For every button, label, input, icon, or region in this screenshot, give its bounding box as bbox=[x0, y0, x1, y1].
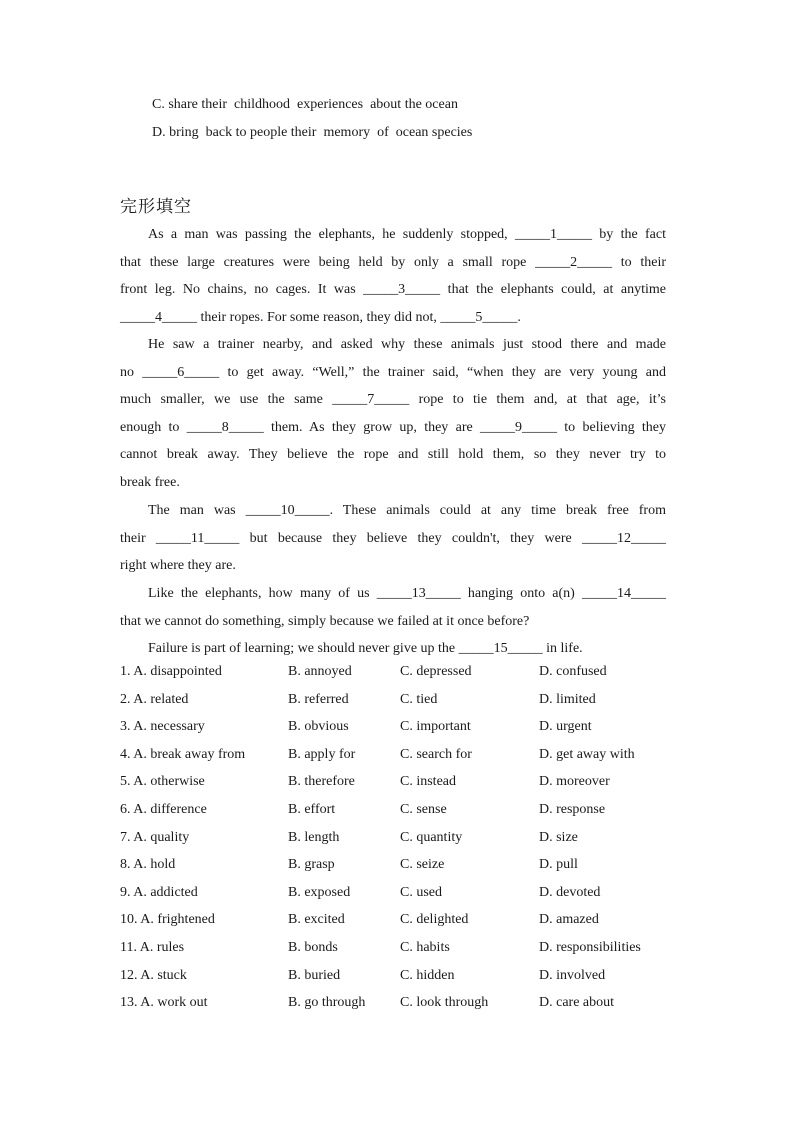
question-row bbox=[120, 664, 680, 692]
option-a: 12. A. stuck bbox=[120, 967, 187, 983]
option-a: 6. A. difference bbox=[120, 801, 207, 817]
option-d: D. amazed bbox=[539, 912, 599, 928]
option-a: 7. A. quality bbox=[120, 829, 190, 845]
option-b: B. therefore bbox=[288, 774, 355, 790]
option-c: C. instead bbox=[400, 774, 456, 790]
passage-line: As a man was passing the elephants, he suddenly stopped, _____1_____ by the fact bbox=[148, 227, 666, 242]
option-b: B. bonds bbox=[288, 939, 338, 955]
option-b: B. apply for bbox=[288, 746, 356, 762]
option-d: D. size bbox=[539, 829, 578, 845]
question-row bbox=[120, 995, 680, 1023]
question-row bbox=[120, 912, 680, 940]
option-b: B. grasp bbox=[288, 857, 335, 873]
option-d: D. devoted bbox=[539, 884, 601, 900]
option-c: C. tied bbox=[400, 691, 438, 707]
option-b: B. exposed bbox=[288, 884, 351, 900]
option-c: C. habits bbox=[400, 939, 450, 955]
option-c: C. depressed bbox=[400, 664, 472, 679]
option-b: B. annoyed bbox=[288, 664, 352, 679]
question-row bbox=[120, 830, 680, 858]
option-b: B. go through bbox=[288, 995, 366, 1011]
option-a: 9. A. addicted bbox=[120, 884, 198, 900]
option-a: 11. A. rules bbox=[120, 939, 185, 955]
option-b: B. obvious bbox=[288, 719, 349, 735]
question-row bbox=[120, 940, 680, 968]
option-c: C. quantity bbox=[400, 829, 463, 845]
passage-line: cannot break away. They believe the rope and still hold them, so they never try to bbox=[120, 447, 666, 463]
option-b: B. effort bbox=[288, 801, 336, 817]
option-a: 13. A. work out bbox=[120, 995, 208, 1011]
option-d: D. care about bbox=[539, 995, 615, 1011]
option-d: D. confused bbox=[539, 664, 607, 679]
option-d: D. pull bbox=[539, 857, 578, 873]
passage-paragraph-1 bbox=[120, 221, 666, 331]
option-a: 5. A. otherwise bbox=[120, 774, 205, 790]
option-d: D. get away with bbox=[539, 746, 635, 762]
passage-line: no _____6_____ to get away. “Well,” the trainer said, “when they are very young and bbox=[120, 364, 666, 380]
option-d: D. urgent bbox=[539, 719, 592, 735]
passage-line: The man was _____10_____. These animals could at any time break free from bbox=[148, 503, 666, 518]
passage-paragraph-4 bbox=[120, 580, 666, 635]
option-b: B. length bbox=[288, 829, 340, 845]
option-c: C. sense bbox=[400, 801, 447, 817]
option-d: D. moreover bbox=[539, 774, 610, 790]
question-row bbox=[120, 719, 680, 747]
option-c: C. hidden bbox=[400, 967, 455, 983]
option-a: 4. A. break away from bbox=[120, 746, 246, 762]
option-a: 3. A. necessary bbox=[120, 719, 205, 735]
previous-option-c: C. share their childhood experiences about the ocean bbox=[152, 97, 458, 112]
question-row bbox=[120, 857, 680, 885]
option-a: 2. A. related bbox=[120, 691, 189, 707]
passage-line: enough to _____8_____ them. As they grow up, they are _____9_____ to believing they bbox=[120, 419, 666, 435]
passage-line: right where they are. bbox=[120, 558, 236, 574]
passage-line: He saw a trainer nearby, and asked why these animals just stood there and made bbox=[148, 337, 666, 352]
option-c: C. search for bbox=[400, 746, 472, 762]
question-options-list bbox=[120, 664, 680, 1023]
option-a: 10. A. frightened bbox=[120, 912, 215, 928]
option-d: D. responsibilities bbox=[539, 939, 641, 955]
passage-line: front leg. No chains, no cages. It was _____3_____ that the elephants could, at anytime bbox=[120, 282, 666, 298]
passage-line: Failure is part of learning; we should never give up the _____15_____ in life. bbox=[148, 641, 583, 656]
option-c: C. delighted bbox=[400, 912, 469, 928]
passage-paragraph-5 bbox=[120, 635, 666, 663]
option-d: D. limited bbox=[539, 691, 596, 707]
option-a: 8. A. hold bbox=[120, 857, 176, 873]
passage-line: that we cannot do something, simply because we failed at it once before? bbox=[120, 613, 530, 629]
option-c: C. look through bbox=[400, 995, 489, 1011]
option-d: D. involved bbox=[539, 967, 606, 983]
passage-paragraph-3 bbox=[120, 497, 666, 580]
option-b: B. excited bbox=[288, 912, 345, 928]
passage-line: Like the elephants, how many of us _____13_____ hanging onto a(n) _____14_____ bbox=[148, 586, 666, 601]
question-row bbox=[120, 968, 680, 996]
passage-line: much smaller, we use the same _____7_____ rope to tie them and, at that age, it’s bbox=[120, 392, 666, 408]
option-c: C. used bbox=[400, 884, 442, 900]
option-c: C. important bbox=[400, 719, 471, 735]
section-title: 完形填空 bbox=[120, 197, 192, 217]
passage-paragraph-2 bbox=[120, 331, 666, 497]
question-row bbox=[120, 774, 680, 802]
passage-line: their _____11_____ but because they believe they couldn't, they were _____12_____ bbox=[120, 530, 666, 546]
passage-line: that these large creatures were being held by only a small rope _____2_____ to their bbox=[120, 254, 666, 270]
passage-line: break free. bbox=[120, 474, 180, 490]
question-row bbox=[120, 885, 680, 913]
option-d: D. response bbox=[539, 801, 606, 817]
previous-option-d: D. bring back to people their memory of ocean species bbox=[152, 125, 473, 140]
question-row bbox=[120, 692, 680, 720]
option-b: B. buried bbox=[288, 967, 341, 983]
passage-line: _____4_____ their ropes. For some reason, they did not, _____5_____. bbox=[120, 309, 521, 325]
question-row bbox=[120, 802, 680, 830]
option-a: 1. A. disappointed bbox=[120, 664, 222, 679]
option-c: C. seize bbox=[400, 857, 445, 873]
option-b: B. referred bbox=[288, 691, 349, 707]
question-row bbox=[120, 747, 680, 775]
